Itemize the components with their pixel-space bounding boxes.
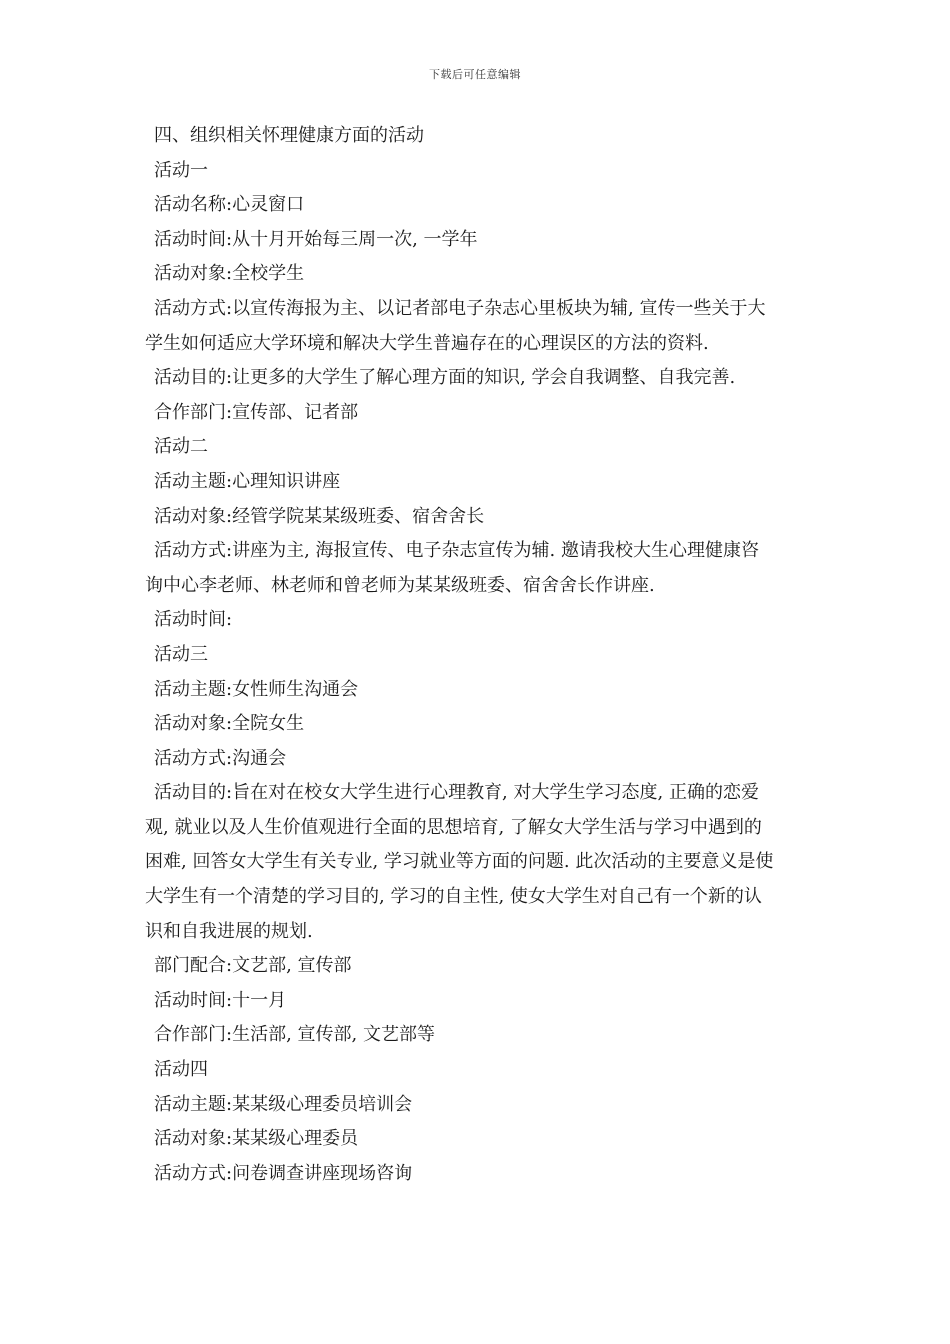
text-line: 活动时间:十一月	[154, 989, 287, 1011]
page-header: 下载后可任意编辑	[429, 68, 521, 81]
text-line: 活动对象:全院女生	[154, 713, 305, 735]
text-line: 大学生有一个清楚的学习目的, 学习的自主性, 使女大学生对自己有一个新的认	[145, 886, 762, 908]
document-body	[145, 119, 810, 1191]
text-line: 活动方式:沟通会	[154, 747, 287, 769]
activity-title: 活动四	[154, 1059, 208, 1081]
text-line: 合作部门:生活部, 宣传部, 文艺部等	[154, 1024, 435, 1046]
text-line: 识和自我进展的规划.	[145, 920, 313, 942]
text-line: 活动目的:旨在对在校女大学生进行心理教育, 对大学生学习态度, 正确的恋爱	[154, 782, 759, 804]
text-line: 询中心李老师、林老师和曾老师为某某级班委、宿舍舍长作讲座.	[145, 574, 655, 596]
text-line: 观, 就业以及人生价值观进行全面的思想培育, 了解女大学生活与学习中遇到的	[145, 816, 762, 838]
text-line: 活动名称:心灵窗口	[154, 194, 305, 216]
text-line: 活动对象:经管学院某某级班委、宿舍舍长	[154, 505, 485, 527]
text-line: 活动目的:让更多的大学生了解心理方面的知识, 学会自我调整、自我完善.	[154, 367, 736, 389]
text-line: 活动主题:女性师生沟通会	[154, 678, 359, 700]
text-line: 活动方式:以宣传海报为主、以记者部电子杂志心里板块为辅, 宣传一些关于大	[154, 297, 766, 319]
section-heading: 四、组织相关怀理健康方面的活动	[154, 125, 424, 146]
text-line: 学生如何适应大学环境和解决大学生普遍存在的心理误区的方法的资料.	[145, 332, 709, 354]
text-line: 活动时间:	[154, 609, 233, 631]
activity-title: 活动一	[154, 159, 208, 181]
text-line: 活动时间:从十月开始每三周一次, 一学年	[154, 228, 478, 250]
text-line: 活动主题:某某级心理委员培训会	[154, 1093, 413, 1115]
text-line: 合作部门:宣传部、记者部	[154, 401, 359, 423]
text-line: 活动主题:心理知识讲座	[154, 470, 341, 492]
text-line: 活动对象:全校学生	[154, 263, 305, 285]
text-line: 活动对象:某某级心理委员	[154, 1128, 359, 1150]
text-line: 活动方式:讲座为主, 海报宣传、电子杂志宣传为辅. 邀请我校大生心理健康咨	[154, 540, 759, 562]
activity-title: 活动三	[154, 643, 208, 665]
text-line: 活动方式:问卷调查讲座现场咨询	[154, 1162, 413, 1184]
text-line: 部门配合:文艺部, 宣传部	[154, 955, 352, 977]
activity-title: 活动二	[154, 436, 208, 458]
text-line: 困难, 回答女大学生有关专业, 学习就业等方面的问题. 此次活动的主要意义是使	[145, 851, 774, 873]
